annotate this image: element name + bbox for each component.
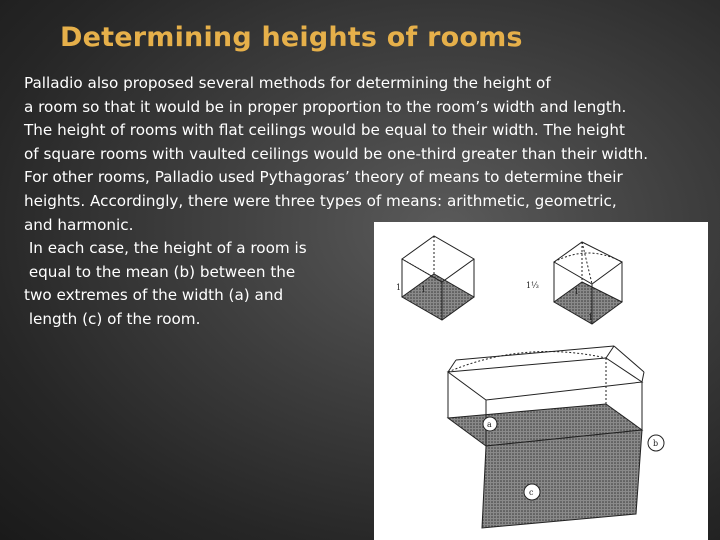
- paragraph-line: Palladio also proposed several methods for determining the height of: [24, 74, 551, 92]
- left-cube-width-label: 1: [421, 285, 427, 294]
- left-cube-height-label: 1: [396, 283, 402, 292]
- right-cube-width-label: 1: [588, 313, 594, 322]
- paragraph-line: a room so that it would be in proper proportion to the room’s width and length.: [24, 97, 627, 116]
- paragraph-line: In each case, the height of a room is: [24, 239, 307, 258]
- vaulted-ceiling-cube: [554, 242, 622, 324]
- room-floor-front: [482, 430, 642, 528]
- flat-ceiling-cube: [402, 236, 474, 320]
- paragraph-line: The height of rooms with flat ceilings would be equal to their width. The height: [24, 121, 625, 140]
- width-a-label: a: [487, 420, 492, 429]
- left-cube-floor: [402, 274, 474, 320]
- paragraph-line: equal to the mean (b) between the: [24, 262, 296, 281]
- vaulted-height-label: 1⅓: [526, 281, 539, 290]
- paragraph-line: heights. Accordingly, there were three types of means: arithmetic, geometric,: [24, 191, 617, 210]
- room-diagram-svg: [374, 222, 708, 540]
- rectangular-room-box: [448, 346, 644, 528]
- paragraph-line: of square rooms with vaulted ceilings would be one-third greater than their width.: [24, 144, 649, 163]
- paragraph-line: and harmonic.: [24, 215, 134, 234]
- room-proportion-diagram: [374, 222, 708, 540]
- height-b-label: b: [653, 439, 659, 448]
- right-cube-height-label: 1: [574, 287, 580, 296]
- length-c-label: c: [529, 488, 534, 497]
- paragraph-line: two extremes of the width (a) and: [24, 286, 284, 305]
- paragraph-line: length (c) of the room.: [24, 309, 201, 328]
- paragraph-line: For other rooms, Palladio used Pythagoras’ theory of means to determine their: [24, 168, 623, 187]
- slide-title: Determining heights of rooms: [60, 22, 523, 53]
